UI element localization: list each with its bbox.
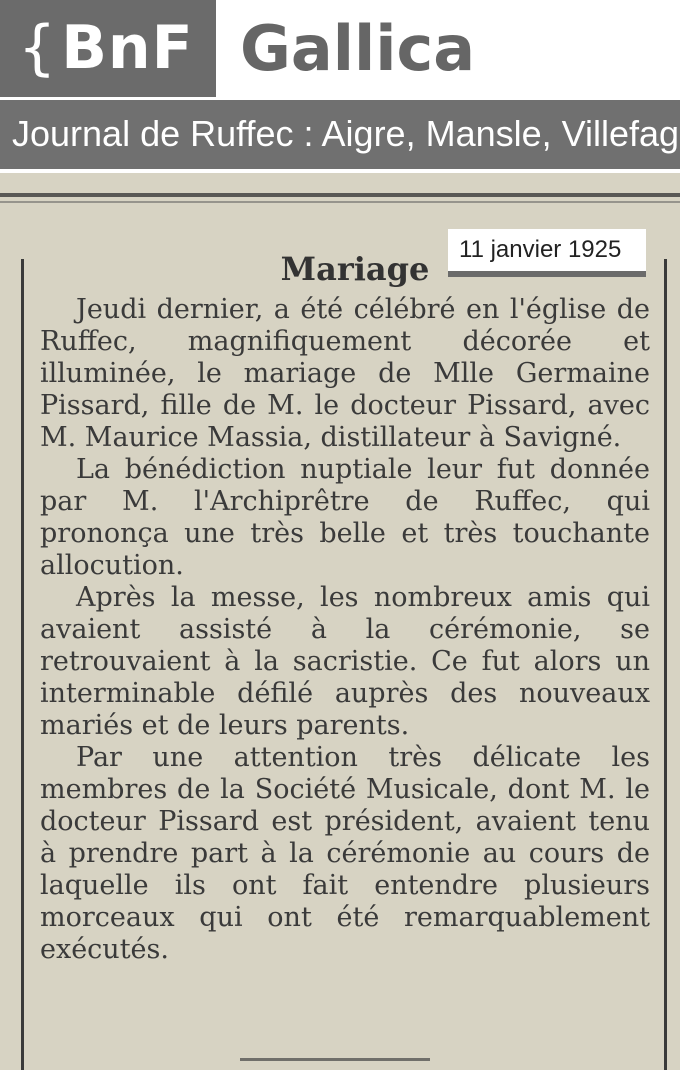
logo-text: BnF [61, 13, 194, 83]
bnf-logo[interactable] [0, 0, 216, 97]
top-rule-secondary [0, 201, 680, 203]
date-badge: 11 janvier 1925 [448, 229, 646, 277]
article [40, 250, 650, 966]
article-headline: Mariage [280, 250, 430, 288]
article-paragraph: La bénédiction nuptiale leur fut donnée par M. l'Archiprêtre de Ruffec, qui prononça une très belle et très touchante allocution. [40, 454, 650, 581]
column-rule-left [21, 259, 24, 1070]
top-rule [0, 193, 680, 197]
article-paragraph: Jeudi dernier, a été célébré en l'église de Ruffec, magnifiquement décorée et illuminée, le mariage de Mlle Germaine Pissard, fille de M. le docteur Pissard, avec M. Maurice Massia, distillateur à Savigné. [40, 294, 650, 453]
article-paragraph: Après la messe, les nombreux amis qui avaient assisté à la cérémonie, se retrouvaient à la sacristie. Ce fut alors un interminable défilé auprès des nouveaux mariés et de leurs parents. [40, 582, 650, 741]
bracket-glyph: { [18, 13, 58, 83]
ornament-divider [240, 1058, 430, 1071]
column-rule-right [664, 259, 667, 1070]
app-title[interactable]: Gallica [240, 12, 476, 85]
document-title-bar: Journal de Ruffec : Aigre, Mansle, Villefag [0, 100, 680, 169]
article-paragraph: Par une attention très délicate les membres de la Société Musicale, dont M. le docteur Pissard est président, avaient tenu à prendre part à la cérémonie au cours de laquelle ils ont fait entendre plusieurs morceaux qui ont été remarquablement exécutés. [40, 742, 650, 965]
